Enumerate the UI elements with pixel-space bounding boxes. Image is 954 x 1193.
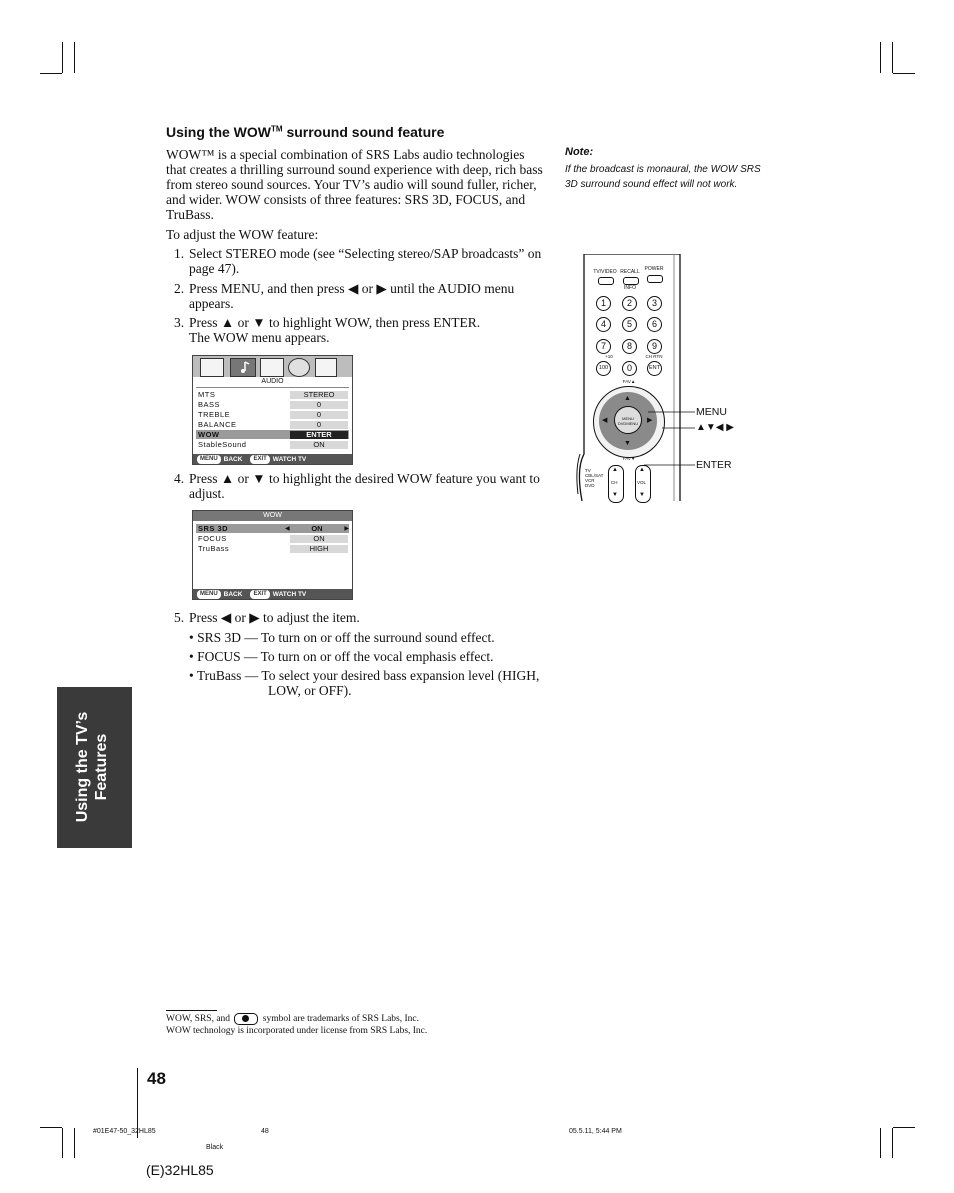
volume-up-icon: ▲ bbox=[639, 467, 645, 473]
volume-down-icon: ▼ bbox=[639, 492, 645, 498]
volume-rocker[interactable] bbox=[635, 465, 651, 503]
divider bbox=[196, 387, 349, 388]
step-text: appears. bbox=[189, 296, 234, 311]
row-value: STEREO bbox=[290, 391, 348, 399]
step-text: Press ▲ or ▼ to highlight WOW, then press ENTER. bbox=[189, 315, 481, 330]
wow-row-focus[interactable] bbox=[196, 534, 348, 543]
digit-2-button[interactable]: 2 bbox=[622, 296, 637, 311]
footnote-text: WOW, SRS, and bbox=[166, 1014, 231, 1025]
digit-100-button[interactable]: 100 bbox=[596, 361, 611, 376]
row-label: BALANCE bbox=[198, 420, 237, 429]
digit-4-button[interactable]: 4 bbox=[596, 317, 611, 332]
tv-video-label: TV/VIDEO bbox=[593, 269, 617, 275]
audio-menu-screen bbox=[192, 355, 353, 465]
digit-5-button[interactable]: 5 bbox=[622, 317, 637, 332]
section-tab-label bbox=[73, 697, 111, 837]
left-arrow-icon[interactable]: ◀ bbox=[602, 416, 608, 424]
tv-video-button[interactable] bbox=[598, 277, 614, 285]
ch-label: CH bbox=[611, 480, 618, 485]
intro-line: TruBass. bbox=[166, 207, 214, 222]
section-tab-line1: Using the TV’s bbox=[74, 711, 91, 823]
audio-row-wow[interactable] bbox=[196, 430, 349, 439]
audio-row-mts[interactable] bbox=[196, 390, 348, 399]
audio-row-stablesound[interactable] bbox=[196, 440, 348, 449]
digit-8-button[interactable]: 8 bbox=[622, 339, 637, 354]
print-color: Black bbox=[206, 1144, 224, 1151]
up-arrow-icon[interactable]: ▲ bbox=[624, 394, 631, 402]
callout-lines bbox=[640, 400, 700, 470]
menu-key: MENU bbox=[197, 590, 221, 599]
digit-9-button[interactable]: 9 bbox=[647, 339, 662, 354]
intro-line: that creates a thrilling surround sound experience with deep, rich bass bbox=[166, 162, 543, 177]
intro-line: from stereo sound sources. Your TV’s audio will sound fuller, richer, bbox=[166, 177, 537, 192]
info-label: INFO bbox=[624, 285, 636, 291]
digit-1-button[interactable]: 1 bbox=[596, 296, 611, 311]
mode-cblsat-label: CBL/SAT bbox=[585, 473, 604, 478]
fav-up-label: FAV▲ bbox=[622, 379, 636, 384]
mode-vcr-label: VCR bbox=[585, 478, 595, 483]
menu-footer bbox=[193, 589, 352, 599]
right-arrow-icon[interactable]: ▶ bbox=[647, 416, 653, 424]
ent-button[interactable]: ENT bbox=[647, 361, 662, 376]
row-label: WOW bbox=[198, 430, 220, 439]
step-text: Press MENU, and then press ◀ or ▶ until the AUDIO menu bbox=[189, 281, 515, 296]
print-file: #01E47-50_32HL85 bbox=[93, 1128, 156, 1135]
step-number: 3. bbox=[174, 315, 185, 330]
mode-dvd-label: DVD bbox=[585, 483, 595, 488]
mode-switch-labels bbox=[585, 468, 603, 488]
vol-label: VOL bbox=[637, 480, 647, 485]
heading-rest: surround sound feature bbox=[282, 124, 445, 140]
mode-tv-label: TV bbox=[585, 468, 591, 473]
footnote-text: symbol are trademarks of SRS Labs, Inc. bbox=[262, 1014, 419, 1025]
menu-key: MENU bbox=[197, 455, 221, 464]
srs-logo-icon bbox=[234, 1013, 258, 1025]
row-label: BASS bbox=[198, 400, 221, 409]
step-number: 2. bbox=[174, 281, 185, 296]
section-tab bbox=[57, 687, 132, 848]
menu-callout: MENU bbox=[696, 406, 727, 418]
bullet-item: • FOCUS — To turn on or off the vocal emphasis effect. bbox=[189, 649, 494, 664]
footnote-rule bbox=[166, 1010, 217, 1011]
watch-tv-hint: WATCH TV bbox=[272, 455, 307, 463]
section-heading bbox=[166, 124, 444, 140]
power-label: POWER bbox=[644, 266, 664, 272]
wow-menu-screen bbox=[192, 510, 353, 600]
picture-icon bbox=[200, 358, 224, 377]
row-value: HIGH bbox=[290, 545, 348, 553]
left-arrow-icon: ◀ bbox=[284, 526, 290, 532]
row-label: StableSound bbox=[198, 440, 247, 449]
audio-row-treble[interactable] bbox=[196, 410, 348, 419]
chrtn-label: CH RTN bbox=[645, 354, 663, 359]
row-value: ON bbox=[290, 535, 348, 543]
step-text: page 47). bbox=[189, 261, 240, 276]
audio-icon bbox=[230, 358, 256, 377]
print-date: 05.5.11, 5:44 PM bbox=[569, 1128, 622, 1135]
recall-label: RECALL bbox=[620, 269, 640, 275]
lock-icon bbox=[315, 358, 337, 377]
heading-tm: TM bbox=[271, 124, 283, 134]
audio-row-balance[interactable] bbox=[196, 420, 348, 429]
recall-button[interactable] bbox=[623, 277, 639, 285]
menu-enter-button[interactable]: MENU DVDMENU bbox=[614, 406, 642, 434]
digit-3-button[interactable]: 3 bbox=[647, 296, 662, 311]
step-number: 5. bbox=[174, 610, 185, 625]
bullet-item: LOW, or OFF). bbox=[268, 683, 352, 698]
row-label: MTS bbox=[198, 390, 216, 399]
print-page: 48 bbox=[261, 1128, 269, 1135]
channel-down-icon: ▼ bbox=[612, 492, 618, 498]
step-text: The WOW menu appears. bbox=[189, 330, 330, 345]
audio-menu-title: AUDIO bbox=[261, 378, 284, 385]
wow-row-trubass[interactable] bbox=[196, 544, 348, 553]
footnote-line2: WOW technology is incorporated under license from SRS Labs, Inc. bbox=[166, 1026, 428, 1036]
setup-icon bbox=[260, 358, 284, 377]
channel-rocker[interactable] bbox=[608, 465, 624, 503]
intro-line: and wider. WOW consists of three features: SRS 3D, FOCUS, and bbox=[166, 192, 526, 207]
model-number: (E)32HL85 bbox=[146, 1162, 214, 1178]
enter-callout: ENTER bbox=[696, 459, 732, 471]
right-arrow-icon: ▶ bbox=[344, 526, 349, 532]
channel-up-icon: ▲ bbox=[612, 467, 618, 473]
note-title: Note: bbox=[565, 146, 594, 158]
wow-row-srs3d[interactable] bbox=[196, 524, 349, 533]
back-hint: BACK bbox=[223, 590, 243, 598]
footnote-line1 bbox=[166, 1013, 419, 1025]
section-tab-line2: Features bbox=[93, 733, 110, 801]
step-number: 1. bbox=[174, 246, 185, 261]
row-value: ON bbox=[311, 523, 323, 533]
row-label: FOCUS bbox=[198, 534, 227, 543]
digit-7-button[interactable]: 7 bbox=[596, 339, 611, 354]
page-number: 48 bbox=[147, 1069, 166, 1088]
note-body: If the broadcast is monaural, the WOW SRS 3D surround sound effect will not work. bbox=[565, 164, 761, 190]
exit-key: EXIT bbox=[250, 455, 269, 464]
exit-key: EXIT bbox=[250, 590, 269, 599]
row-value: ON bbox=[290, 441, 348, 449]
heading-main: Using the WOW bbox=[166, 124, 271, 140]
row-label: TREBLE bbox=[198, 410, 231, 419]
row-label: SRS 3D bbox=[198, 524, 229, 533]
digit-0-button[interactable]: 0 bbox=[622, 361, 637, 376]
step-text: Press ▲ or ▼ to highlight the desired WOW feature you want to bbox=[189, 471, 540, 486]
intro-line: WOW™ is a special combination of SRS Labs audio technologies bbox=[166, 147, 525, 162]
step-text: Select STEREO mode (see “Selecting stereo/SAP broadcasts” on bbox=[189, 246, 542, 261]
bullet-item: • TruBass — To select your desired bass expansion level (HIGH, bbox=[189, 668, 540, 683]
power-button[interactable] bbox=[647, 275, 663, 283]
step-text: Press ◀ or ▶ to adjust the item. bbox=[189, 610, 360, 625]
adjust-intro: To adjust the WOW feature: bbox=[166, 227, 319, 242]
clock-icon bbox=[288, 358, 310, 377]
audio-row-bass[interactable] bbox=[196, 400, 348, 409]
watch-tv-hint: WATCH TV bbox=[272, 590, 307, 598]
plus10-label: +10 bbox=[605, 354, 613, 359]
row-label: TruBass bbox=[198, 544, 230, 553]
wow-menu-title: WOW bbox=[193, 511, 352, 521]
step-number: 4. bbox=[174, 471, 185, 486]
menu-icon-bar bbox=[193, 356, 352, 377]
row-value: 0 bbox=[290, 401, 348, 409]
row-value: 0 bbox=[290, 411, 348, 419]
arrows-callout: ▲▼◀ ▶ bbox=[696, 422, 734, 433]
back-hint: BACK bbox=[223, 455, 243, 463]
fav-down-label: FAV▼ bbox=[622, 456, 636, 461]
row-value: ENTER bbox=[290, 431, 348, 439]
bullet-item: • SRS 3D — To turn on or off the surround sound effect. bbox=[189, 630, 495, 645]
row-value: 0 bbox=[290, 421, 348, 429]
digit-6-button[interactable]: 6 bbox=[647, 317, 662, 332]
down-arrow-icon[interactable]: ▼ bbox=[624, 439, 631, 447]
menu-footer bbox=[193, 454, 352, 464]
step-text: adjust. bbox=[189, 486, 225, 501]
